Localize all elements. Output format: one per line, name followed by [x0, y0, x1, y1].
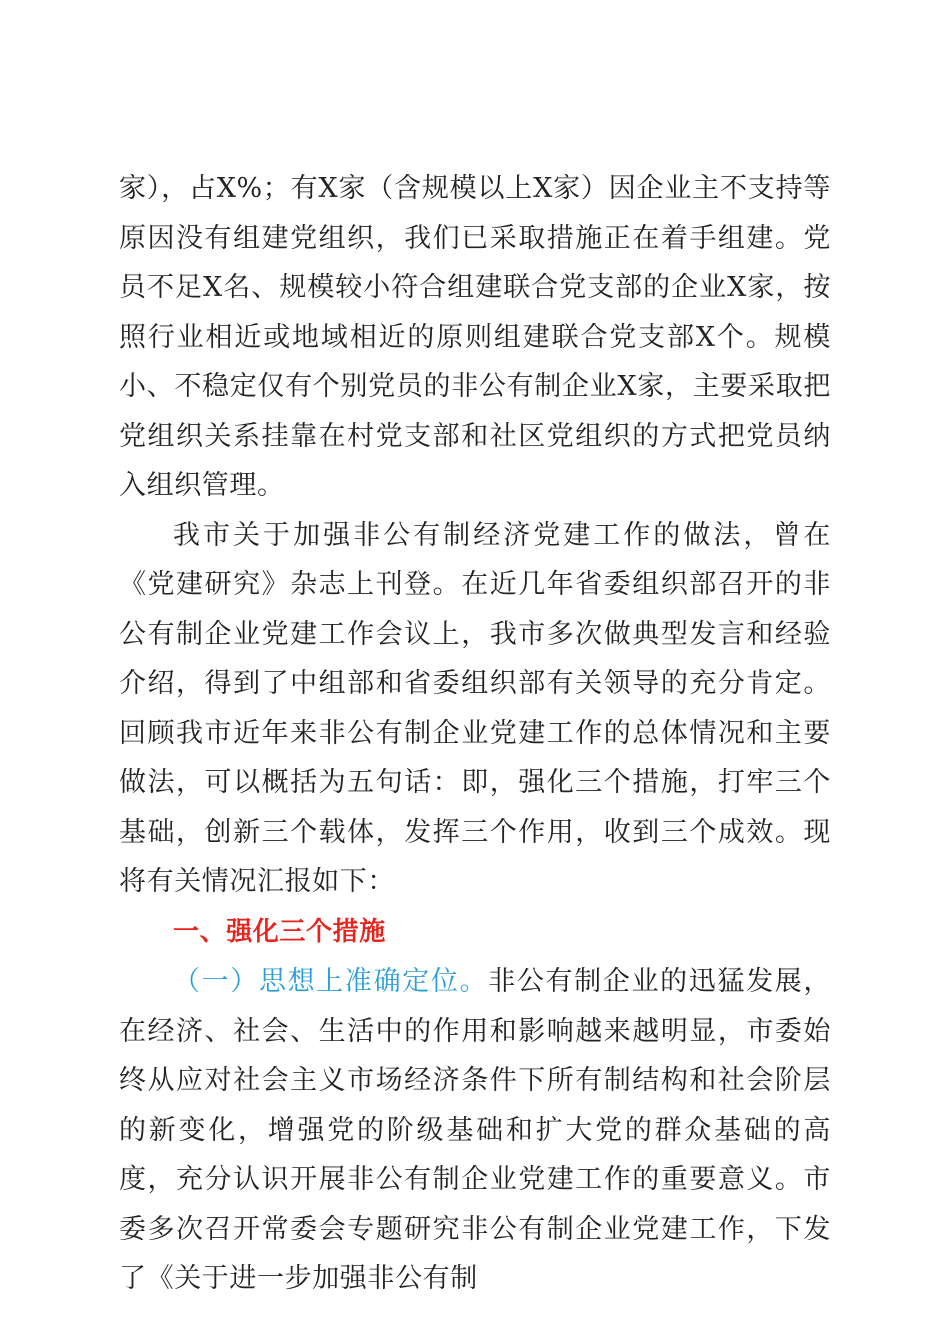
paragraph-continued: 家），占X%；有X家（含规模以上X家）因企业主不支持等原因没有组建党组织，我们已采取措施正在着手组建。党员不足X名、规模较小符合组建联合党支部的企业X家，按照行业相近或地域相近的原则组建联合党支部X个。规模小、不稳定仅有个别党员的非公有制企业X家，主要采取把党组织关系挂靠在村党支部和社区党组织的方式把党员纳入组织管理。: [119, 173, 831, 501]
subsection-lead: （一）思想上准确定位。: [173, 966, 489, 997]
subsection-paragraph: [119, 957, 831, 1304]
subsection-text: 非公有制企业的迅猛发展，在经济、社会、生活中的作用和影响越来越明显，市委始终从应对社会主义市场经济条件下所有制结构和社会阶层的新变化，增强党的阶级基础和扩大党的群众基础的高度，充分认识开展非公有制企业党建工作的重要意义。市委多次召开常委会专题研究非公有制企业党建工作，下发了《关于进一步加强非公有制: [119, 966, 831, 1294]
section-heading: [119, 907, 831, 958]
document-body: [119, 164, 831, 1304]
paragraph-overview: 我市关于加强非公有制经济党建工作的做法，曾在《党建研究》杂志上刊登。在近几年省委组织部召开的非公有制企业党建工作会议上，我市多次做典型发言和经验介绍，得到了中组部和省委组织部有关领导的充分肯定。回顾我市近年来非公有制企业党建工作的总体情况和主要做法，可以概括为五句话：即，强化三个措施，打牢三个基础，创新三个载体，发挥三个作用，收到三个成效。现将有关情况汇报如下：: [119, 519, 831, 897]
section-heading-text: 一、强化三个措施: [173, 916, 386, 947]
